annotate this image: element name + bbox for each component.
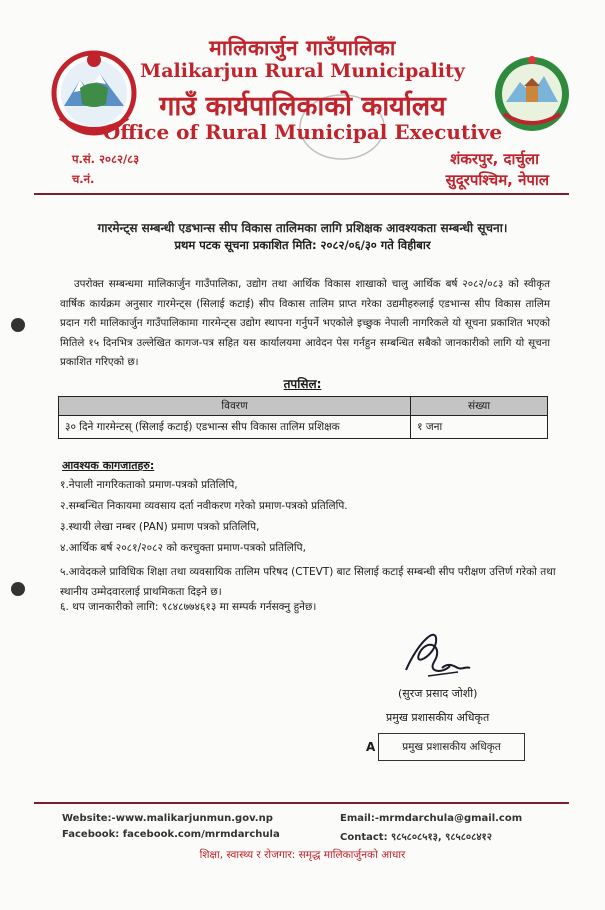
requirement-item: ३.स्थायी लेखा नम्बर (PAN) प्रमाण पत्रको प्रतिलिपि, [60, 521, 260, 533]
address-line-1: शंकरपुर, दार्चुला [450, 150, 539, 168]
designation-stamp: प्रमुख प्रशासकीय अधिकृत [378, 733, 525, 761]
municipality-name-nepali: मालिकार्जुन गाउँपालिका [209, 36, 396, 60]
requirements-heading: आवश्यक कागजातहरु: [62, 459, 155, 472]
punch-hole [11, 318, 25, 332]
notice-body [60, 275, 550, 373]
details-table [58, 396, 548, 439]
table-header-row [59, 397, 548, 416]
office-name-english: Office of Rural Municipal Executive [102, 120, 503, 144]
facebook-link[interactable]: Facebook: facebook.com/mrmdarchula [62, 829, 280, 840]
signer-title: प्रमुख प्रशासकीय अधिकृत [386, 711, 490, 724]
website-link[interactable]: Website:-www.malikarjunmun.gov.np [62, 813, 273, 824]
details-heading: तपसिल: [283, 377, 322, 391]
address-line-2: सुदूरपश्चिम, नेपाल [445, 171, 549, 189]
header-divider [34, 193, 569, 195]
notice-title: गारमेन्ट्स सम्बन्धी एडभान्स सीप विकास तालिमका लागि प्रशिक्षक आवश्यकता सम्बन्धी सूचना। [97, 221, 508, 235]
municipality-name-english: Malikarjun Rural Municipality [140, 60, 465, 82]
email-link[interactable]: Email:-mrmdarchula@gmail.com [340, 813, 523, 824]
punch-hole [11, 582, 25, 596]
notice-body-paragraph: उपरोक्त सम्बन्धमा मालिकार्जुन गाउँपालिका, उद्योग तथा आर्थिक विकास शाखाको चालु आर्थिक बर्ष २०८२/०८३ को स्वीकृत वार्षिक कार्यक्रम अनुसार गारमेन्ट्स (सिलाई कटाई) सीप विकास तालिम प्राप्त गरेका उद्यमीहरुलाई एडभान्स सीप विकास तालिम प्रदान गरी मालिकार्जुन गाउँपालिकामा गारमेन्ट्स उद्योग स्थापना गर्नुपर्ने भएकोले इच्छुक नेपाली नागरिकले यो सूचना प्रकाशित भएको मितिले १५ दिनभित्र उल्लेखित कागज-पत्र सहित यस कार्यालयमा आवेदन पेस गर्नहुन सम्बन्धित सबैको जानकारीको लागि यो सूचना प्रकाशित गरिएको छ। [60, 278, 550, 368]
column-header-count: संख्या [411, 397, 548, 416]
contact-numbers: Contact: ९८५८०८५१३, ९८५८०८४१२ [340, 832, 492, 843]
office-name-nepali: गाउँ कार्यपालिकाको कार्यालय [159, 91, 446, 122]
requirement-item: ५.आवेदकले प्राविधिक शिक्षा तथा व्यवसायिक तालिम परिषद (CTEVT) बाट सिलाई कटाई सम्बन्धी सीप परीक्षण उत्तिर्ण गरेको तथा स्थानीय उम्मेदवारलाई प्राथमिकता दिइने छ। [60, 566, 556, 598]
notice-publication-date: प्रथम पटक सूचना प्रकाशित मिति: २०८२/०६/३० गते विहीबार [174, 238, 431, 252]
footer-slogan: शिक्षा, स्वास्थ्य र रोजगार: समृद्ध मालिकार्जुनको आधार [199, 849, 406, 861]
requirement-item: २.सम्बन्धित निकायमा व्यवसाय दर्ता नवीकरण गरेको प्रमाण-पत्रको प्रतिलिपि. [60, 500, 348, 512]
column-header-description: विवरण [59, 397, 411, 416]
table-row [59, 416, 548, 439]
signer-name: (सुरज प्रसाद जोशी) [398, 687, 478, 700]
row-count: १ जना [411, 416, 548, 439]
requirement-item: १.नेपाली नागरिकताको प्रमाण-पत्रको प्रतिलिपि, [60, 479, 238, 491]
footer-divider [34, 802, 569, 804]
requirement-item: ६. थप जानकारीको लागि: ९८४८७७४६१३ मा सम्पर्क गर्नसक्नु हुनेछ। [60, 601, 317, 613]
requirement-item: ४.आर्थिक बर्ष २०८१/२०८२ को करचुक्ता प्रमाण-पत्रको प्रतिलिपि, [60, 542, 306, 554]
signature-icon [398, 622, 478, 688]
stamp-mark: A [366, 740, 376, 754]
row-description: ३० दिने गारमेन्टस् (सिलाई कटाई) एडभान्स सीप विकास तालिम प्रशिक्षक [59, 416, 411, 439]
dispatch-number: च.नं. [72, 172, 95, 186]
reference-number: प.सं. २०८२/८३ [72, 152, 140, 166]
